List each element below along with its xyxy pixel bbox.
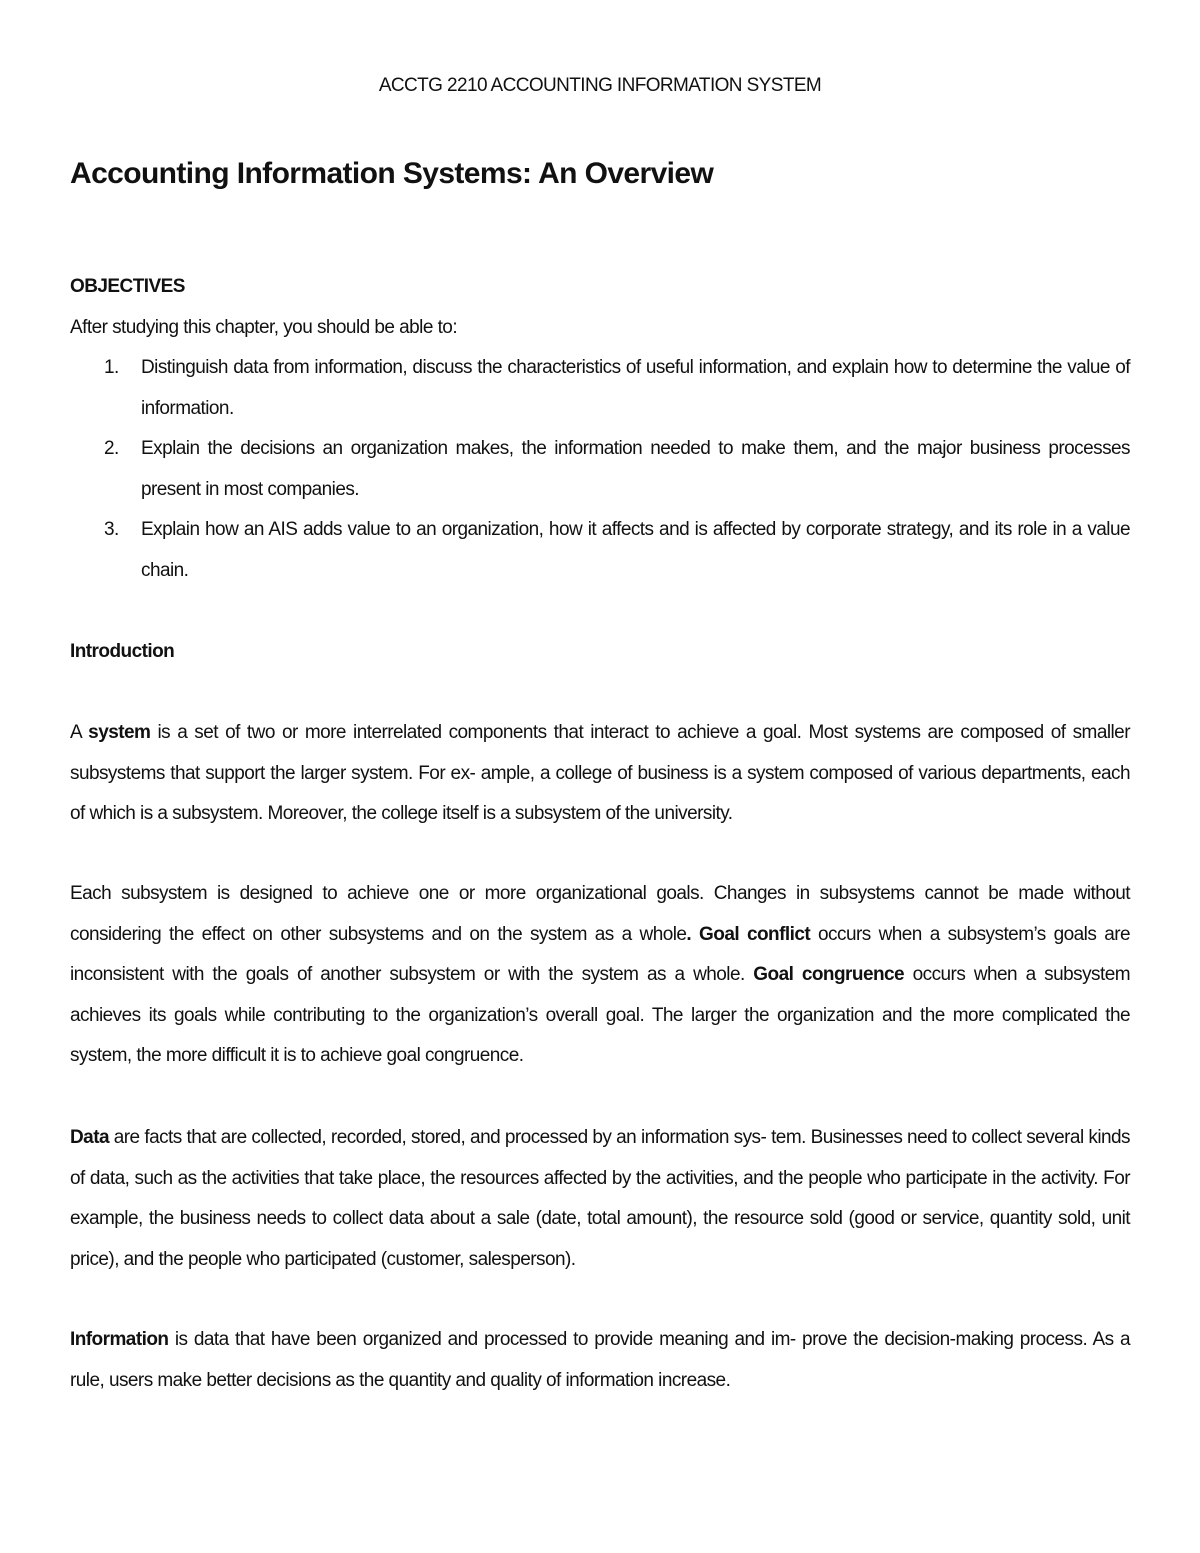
- bold-period: .: [686, 923, 692, 945]
- paragraph-information: [70, 1320, 1130, 1401]
- paragraph-text: A: [70, 722, 89, 743]
- paragraph-text: are facts that are collected, recorded, stored, and processed by an information sys- tem. Businesses need to collect several kinds of data, such as the activities that take place, the resources affected by the activities, and the people who participate in the activity. For example, the business needs to collect data about a sale (date, total amount), the resource sold (good or service, quantity sold, unit price), and the people who participated (customer, salesperson).: [70, 1127, 1130, 1270]
- term-information: Information: [70, 1329, 169, 1350]
- introduction-heading: Introduction: [70, 641, 175, 662]
- objective-text: Distinguish data from information, discuss the characteristics of useful information, and explain how to determine the value of information.: [141, 357, 1130, 419]
- paragraph-text: is data that have been organized and processed to provide meaning and im- prove the decision-making process. As a rule, users make better decisions as the quantity and quality of information increase.: [70, 1329, 1130, 1391]
- term-goal-conflict: Goal conflict: [691, 923, 811, 945]
- objectives-heading: OBJECTIVES: [70, 276, 185, 297]
- term-goal-congruence: Goal congruence: [753, 964, 905, 985]
- paragraph-text: is a set of two or more interrelated components that interact to achieve a goal. Most systems are composed of smaller subsystems that support the larger system. For ex- ample, a college of business is a system composed of various departments, each of which is a subsystem. Moreover, the college itself is a subsystem of the university.: [70, 722, 1130, 824]
- paragraph-text: Each subsystem is designed to achieve one or more organizational goals. Changes in subsystems cannot be made without considering the effect on other subsystems and on the system as a whole: [70, 883, 1130, 945]
- objectives-intro: After studying this chapter, you should be able to:: [70, 316, 458, 338]
- paragraph-system: [70, 713, 1130, 835]
- objective-number: 2.: [104, 438, 119, 459]
- objective-item: [70, 348, 1130, 429]
- objective-text: Explain how an AIS adds value to an organization, how it affects and is affected by corporate strategy, and its role in a value chain.: [141, 519, 1130, 581]
- paragraph-text: occurs when a subsystem’s goals are inconsistent with the goals of another subsystem or with the system as a whole.: [70, 923, 1131, 985]
- page-title: Accounting Information Systems: An Overview: [70, 157, 714, 190]
- objective-item: [70, 510, 1130, 591]
- course-header: ACCTG 2210 ACCOUNTING INFORMATION SYSTEM: [378, 75, 822, 96]
- term-system: system: [88, 722, 151, 743]
- paragraph-data: [70, 1118, 1130, 1280]
- objectives-section: [70, 267, 1130, 591]
- objectives-list: [70, 348, 1130, 591]
- paragraph-text: occurs when a subsystem achieves its goals while contributing to the organization’s overall goal. The larger the organization and the more complicated the system, the more difficult it is to achieve goal congruence.: [70, 964, 1131, 1066]
- objective-text: Explain the decisions an organization makes, the information needed to make them, and the major business processes present in most companies.: [141, 438, 1130, 500]
- objective-number: 3.: [104, 519, 119, 540]
- term-data: Data: [70, 1127, 109, 1148]
- objective-number: 1.: [104, 357, 119, 378]
- objective-item: [70, 429, 1130, 510]
- paragraph-goals: [70, 874, 1130, 1077]
